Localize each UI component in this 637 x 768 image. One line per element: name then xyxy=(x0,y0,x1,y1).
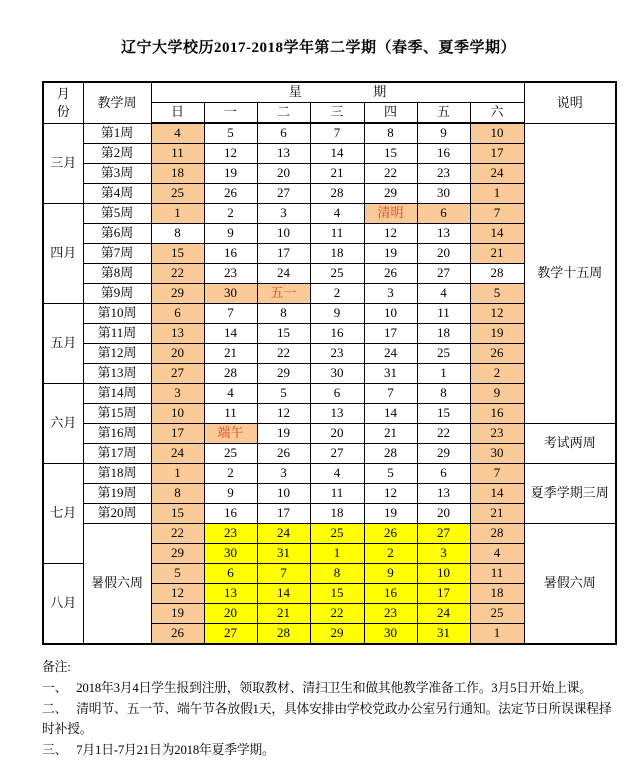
day-cell: 13 xyxy=(257,144,310,164)
teaching-week-cell: 第9周 xyxy=(83,284,151,304)
day-cell: 8 xyxy=(151,224,204,244)
teaching-week-cell: 第12周 xyxy=(83,344,151,364)
day-cell: 25 xyxy=(417,344,470,364)
day-cell: 26 xyxy=(364,524,417,544)
day-cell: 24 xyxy=(470,164,524,184)
day-cell: 31 xyxy=(257,544,310,564)
day-cell: 8 xyxy=(151,484,204,504)
day-cell: 21 xyxy=(364,424,417,444)
day-cell: 30 xyxy=(204,544,257,564)
day-cell: 19 xyxy=(364,244,417,264)
day-cell: 13 xyxy=(417,224,470,244)
weekday-header: 二 xyxy=(257,103,310,124)
teaching-week-cell: 第13周 xyxy=(83,364,151,384)
month-cell: 六月 xyxy=(43,384,83,464)
day-cell: 7 xyxy=(364,384,417,404)
day-cell: 3 xyxy=(364,284,417,304)
day-cell: 11 xyxy=(470,564,524,584)
day-cell: 13 xyxy=(151,324,204,344)
weekday-header: 三 xyxy=(310,103,364,124)
day-cell: 3 xyxy=(257,464,310,484)
day-cell: 24 xyxy=(151,444,204,464)
day-cell: 20 xyxy=(310,424,364,444)
day-cell: 23 xyxy=(204,264,257,284)
semester-note-cell: 教学十五周 xyxy=(524,123,616,424)
day-cell: 6 xyxy=(417,204,470,224)
day-cell: 10 xyxy=(364,304,417,324)
day-cell: 28 xyxy=(257,624,310,645)
day-cell: 23 xyxy=(310,344,364,364)
day-cell: 22 xyxy=(151,524,204,544)
day-cell: 5 xyxy=(364,464,417,484)
day-cell: 17 xyxy=(257,504,310,524)
day-cell: 1 xyxy=(470,184,524,204)
teaching-week-cell: 第3周 xyxy=(83,164,151,184)
remark-item-text: 清明节、五一节、端午节各放假1天，具体安排由学校党政办公室另行通知。法定节日所误课程择时补授。 xyxy=(42,701,612,737)
day-cell: 2 xyxy=(470,364,524,384)
summer-vacation-week-cell: 暑假六周 xyxy=(83,524,151,645)
teaching-week-cell: 第19周 xyxy=(83,484,151,504)
holiday-cell: 清明 xyxy=(364,204,417,224)
day-cell: 10 xyxy=(257,484,310,504)
day-cell: 21 xyxy=(470,504,524,524)
calendar-table xyxy=(42,81,617,645)
day-cell: 24 xyxy=(417,604,470,624)
day-cell: 15 xyxy=(364,144,417,164)
day-cell: 25 xyxy=(310,524,364,544)
day-cell: 15 xyxy=(151,504,204,524)
day-cell: 21 xyxy=(257,604,310,624)
day-cell: 24 xyxy=(257,264,310,284)
day-cell: 27 xyxy=(151,364,204,384)
day-cell: 17 xyxy=(470,144,524,164)
day-cell: 9 xyxy=(470,384,524,404)
day-cell: 2 xyxy=(204,464,257,484)
day-cell: 21 xyxy=(470,244,524,264)
remark-item-label: 三、 xyxy=(42,742,68,757)
day-cell: 4 xyxy=(151,123,204,144)
day-cell: 4 xyxy=(470,544,524,564)
calendar-row xyxy=(43,524,616,544)
day-cell: 16 xyxy=(204,244,257,264)
day-cell: 28 xyxy=(364,444,417,464)
day-cell: 1 xyxy=(417,364,470,384)
day-cell: 27 xyxy=(310,444,364,464)
remark-item-text: 2018年3月4日学生报到注册，领取教材、清扫卫生和做其他教学准备工作。3月5日开始上课。 xyxy=(76,681,592,696)
day-cell: 27 xyxy=(417,524,470,544)
day-cell: 27 xyxy=(204,624,257,645)
day-cell: 29 xyxy=(364,184,417,204)
day-cell: 18 xyxy=(310,504,364,524)
day-cell: 25 xyxy=(151,184,204,204)
day-cell: 27 xyxy=(257,184,310,204)
day-cell: 29 xyxy=(151,544,204,564)
day-cell: 10 xyxy=(257,224,310,244)
day-cell: 28 xyxy=(470,524,524,544)
remarks-heading: 备注: xyxy=(42,660,71,674)
day-cell: 20 xyxy=(257,164,310,184)
day-cell: 10 xyxy=(151,404,204,424)
remark-item-label: 一、 xyxy=(42,681,68,696)
day-cell: 22 xyxy=(417,424,470,444)
day-cell: 20 xyxy=(417,504,470,524)
day-cell: 13 xyxy=(204,584,257,604)
day-cell: 1 xyxy=(151,464,204,484)
day-cell: 2 xyxy=(310,284,364,304)
day-cell: 7 xyxy=(470,204,524,224)
day-cell: 17 xyxy=(417,584,470,604)
remark-item xyxy=(42,740,617,760)
day-cell: 6 xyxy=(151,304,204,324)
day-cell: 17 xyxy=(364,324,417,344)
holiday-cell: 五一 xyxy=(257,284,310,304)
teaching-week-cell: 第10周 xyxy=(83,304,151,324)
day-cell: 14 xyxy=(310,144,364,164)
day-cell: 8 xyxy=(364,123,417,144)
week-column-header: 教学周 xyxy=(83,82,151,123)
day-cell: 11 xyxy=(310,224,364,244)
day-cell: 12 xyxy=(470,304,524,324)
calendar-row xyxy=(43,424,616,444)
day-cell: 3 xyxy=(417,544,470,564)
teaching-week-cell: 第17周 xyxy=(83,444,151,464)
calendar-row xyxy=(43,123,616,144)
day-cell: 4 xyxy=(310,204,364,224)
day-cell: 25 xyxy=(470,604,524,624)
remark-item xyxy=(42,678,617,698)
day-cell: 4 xyxy=(417,284,470,304)
day-cell: 13 xyxy=(310,404,364,424)
day-cell: 5 xyxy=(257,384,310,404)
day-cell: 23 xyxy=(470,424,524,444)
day-cell: 10 xyxy=(470,123,524,144)
month-cell: 七月 xyxy=(43,464,83,564)
teaching-week-cell: 第6周 xyxy=(83,224,151,244)
weekday-header: 四 xyxy=(364,103,417,124)
day-cell: 15 xyxy=(417,404,470,424)
calendar-row xyxy=(43,464,616,484)
day-cell: 3 xyxy=(257,204,310,224)
day-cell: 5 xyxy=(470,284,524,304)
day-cell: 18 xyxy=(417,324,470,344)
day-cell: 28 xyxy=(470,264,524,284)
semester-note-cell: 暑假六周 xyxy=(524,524,616,645)
day-cell: 26 xyxy=(257,444,310,464)
day-cell: 26 xyxy=(204,184,257,204)
day-cell: 7 xyxy=(257,564,310,584)
month-column-header-label: 月份 xyxy=(56,86,70,119)
day-cell: 23 xyxy=(204,524,257,544)
day-cell: 17 xyxy=(257,244,310,264)
day-cell: 6 xyxy=(417,464,470,484)
day-cell: 5 xyxy=(151,564,204,584)
day-cell: 9 xyxy=(364,564,417,584)
day-cell: 8 xyxy=(257,304,310,324)
teaching-week-cell: 第1周 xyxy=(83,123,151,144)
day-cell: 28 xyxy=(204,364,257,384)
page-title: 辽宁大学校历2017-2018学年第二学期（春季、夏季学期） xyxy=(121,40,516,56)
day-cell: 12 xyxy=(364,484,417,504)
day-cell: 19 xyxy=(151,604,204,624)
day-cell: 9 xyxy=(204,484,257,504)
day-cell: 11 xyxy=(310,484,364,504)
remarks-section xyxy=(42,657,617,760)
day-cell: 29 xyxy=(257,364,310,384)
day-cell: 6 xyxy=(257,123,310,144)
day-cell: 9 xyxy=(204,224,257,244)
day-cell: 19 xyxy=(364,504,417,524)
day-cell: 26 xyxy=(151,624,204,645)
day-cell: 31 xyxy=(364,364,417,384)
day-cell: 30 xyxy=(417,184,470,204)
teaching-week-cell: 第5周 xyxy=(83,204,151,224)
day-cell: 14 xyxy=(364,404,417,424)
weekday-group-header: 星期 xyxy=(151,82,524,103)
day-cell: 12 xyxy=(204,144,257,164)
day-cell: 2 xyxy=(364,544,417,564)
day-cell: 14 xyxy=(470,224,524,244)
day-cell: 23 xyxy=(417,164,470,184)
remark-item-text: 7月1日-7月21日为2018年夏季学期。 xyxy=(76,742,275,757)
day-cell: 18 xyxy=(310,244,364,264)
day-cell: 19 xyxy=(470,324,524,344)
day-cell: 19 xyxy=(257,424,310,444)
day-cell: 28 xyxy=(310,184,364,204)
remark-item xyxy=(42,699,617,740)
day-cell: 16 xyxy=(417,144,470,164)
weekday-header: 五 xyxy=(417,103,470,124)
teaching-week-cell: 第20周 xyxy=(83,504,151,524)
day-cell: 16 xyxy=(364,584,417,604)
semester-note-cell: 考试两周 xyxy=(524,424,616,464)
day-cell: 18 xyxy=(470,584,524,604)
day-cell: 1 xyxy=(151,204,204,224)
day-cell: 24 xyxy=(257,524,310,544)
day-cell: 22 xyxy=(310,604,364,624)
teaching-week-cell: 第11周 xyxy=(83,324,151,344)
day-cell: 20 xyxy=(417,244,470,264)
day-cell: 16 xyxy=(310,324,364,344)
day-cell: 16 xyxy=(204,504,257,524)
day-cell: 8 xyxy=(417,384,470,404)
day-cell: 11 xyxy=(417,304,470,324)
day-cell: 14 xyxy=(257,584,310,604)
day-cell: 18 xyxy=(151,164,204,184)
day-cell: 15 xyxy=(257,324,310,344)
note-column-header: 说明 xyxy=(524,82,616,123)
day-cell: 5 xyxy=(204,123,257,144)
day-cell: 22 xyxy=(257,344,310,364)
weekday-header: 一 xyxy=(204,103,257,124)
day-cell: 9 xyxy=(417,123,470,144)
day-cell: 26 xyxy=(470,344,524,364)
month-cell: 三月 xyxy=(43,123,83,204)
teaching-week-cell: 第7周 xyxy=(83,244,151,264)
day-cell: 8 xyxy=(310,564,364,584)
day-cell: 6 xyxy=(310,384,364,404)
day-cell: 22 xyxy=(364,164,417,184)
day-cell: 29 xyxy=(417,444,470,464)
day-cell: 26 xyxy=(364,264,417,284)
teaching-week-cell: 第18周 xyxy=(83,464,151,484)
day-cell: 31 xyxy=(417,624,470,645)
day-cell: 12 xyxy=(257,404,310,424)
day-cell: 13 xyxy=(417,484,470,504)
month-cell: 五月 xyxy=(43,304,83,384)
day-cell: 9 xyxy=(310,304,364,324)
day-cell: 4 xyxy=(204,384,257,404)
holiday-cell: 端午 xyxy=(204,424,257,444)
day-cell: 29 xyxy=(151,284,204,304)
day-cell: 25 xyxy=(310,264,364,284)
day-cell: 1 xyxy=(470,624,524,645)
day-cell: 30 xyxy=(310,364,364,384)
remarks-list xyxy=(42,678,617,760)
day-cell: 7 xyxy=(310,123,364,144)
day-cell: 15 xyxy=(310,584,364,604)
semester-note-cell: 夏季学期三周 xyxy=(524,464,616,524)
day-cell: 12 xyxy=(151,584,204,604)
day-cell: 19 xyxy=(204,164,257,184)
day-cell: 11 xyxy=(204,404,257,424)
teaching-week-cell: 第14周 xyxy=(83,384,151,404)
day-cell: 20 xyxy=(151,344,204,364)
day-cell: 7 xyxy=(204,304,257,324)
day-cell: 1 xyxy=(310,544,364,564)
day-cell: 6 xyxy=(204,564,257,584)
day-cell: 30 xyxy=(470,444,524,464)
day-cell: 10 xyxy=(417,564,470,584)
month-cell: 四月 xyxy=(43,204,83,304)
day-cell: 25 xyxy=(204,444,257,464)
day-cell: 29 xyxy=(310,624,364,645)
day-cell: 7 xyxy=(470,464,524,484)
remark-item-label: 二、 xyxy=(42,701,68,716)
teaching-week-cell: 第2周 xyxy=(83,144,151,164)
weekday-header: 六 xyxy=(470,103,524,124)
day-cell: 11 xyxy=(151,144,204,164)
header-row-group xyxy=(43,82,616,103)
month-cell: 八月 xyxy=(43,564,83,645)
day-cell: 30 xyxy=(204,284,257,304)
teaching-week-cell: 第16周 xyxy=(83,424,151,444)
day-cell: 21 xyxy=(310,164,364,184)
day-cell: 17 xyxy=(151,424,204,444)
day-cell: 12 xyxy=(364,224,417,244)
day-cell: 16 xyxy=(470,404,524,424)
day-cell: 21 xyxy=(204,344,257,364)
day-cell: 30 xyxy=(364,624,417,645)
day-cell: 24 xyxy=(364,344,417,364)
teaching-week-cell: 第8周 xyxy=(83,264,151,284)
day-cell: 23 xyxy=(364,604,417,624)
day-cell: 14 xyxy=(470,484,524,504)
day-cell: 4 xyxy=(310,464,364,484)
day-cell: 14 xyxy=(204,324,257,344)
teaching-week-cell: 第4周 xyxy=(83,184,151,204)
weekday-header: 日 xyxy=(151,103,204,124)
day-cell: 2 xyxy=(204,204,257,224)
day-cell: 27 xyxy=(417,264,470,284)
day-cell: 3 xyxy=(151,384,204,404)
day-cell: 20 xyxy=(204,604,257,624)
teaching-week-cell: 第15周 xyxy=(83,404,151,424)
day-cell: 15 xyxy=(151,244,204,264)
month-column-header xyxy=(43,82,83,123)
day-cell: 22 xyxy=(151,264,204,284)
